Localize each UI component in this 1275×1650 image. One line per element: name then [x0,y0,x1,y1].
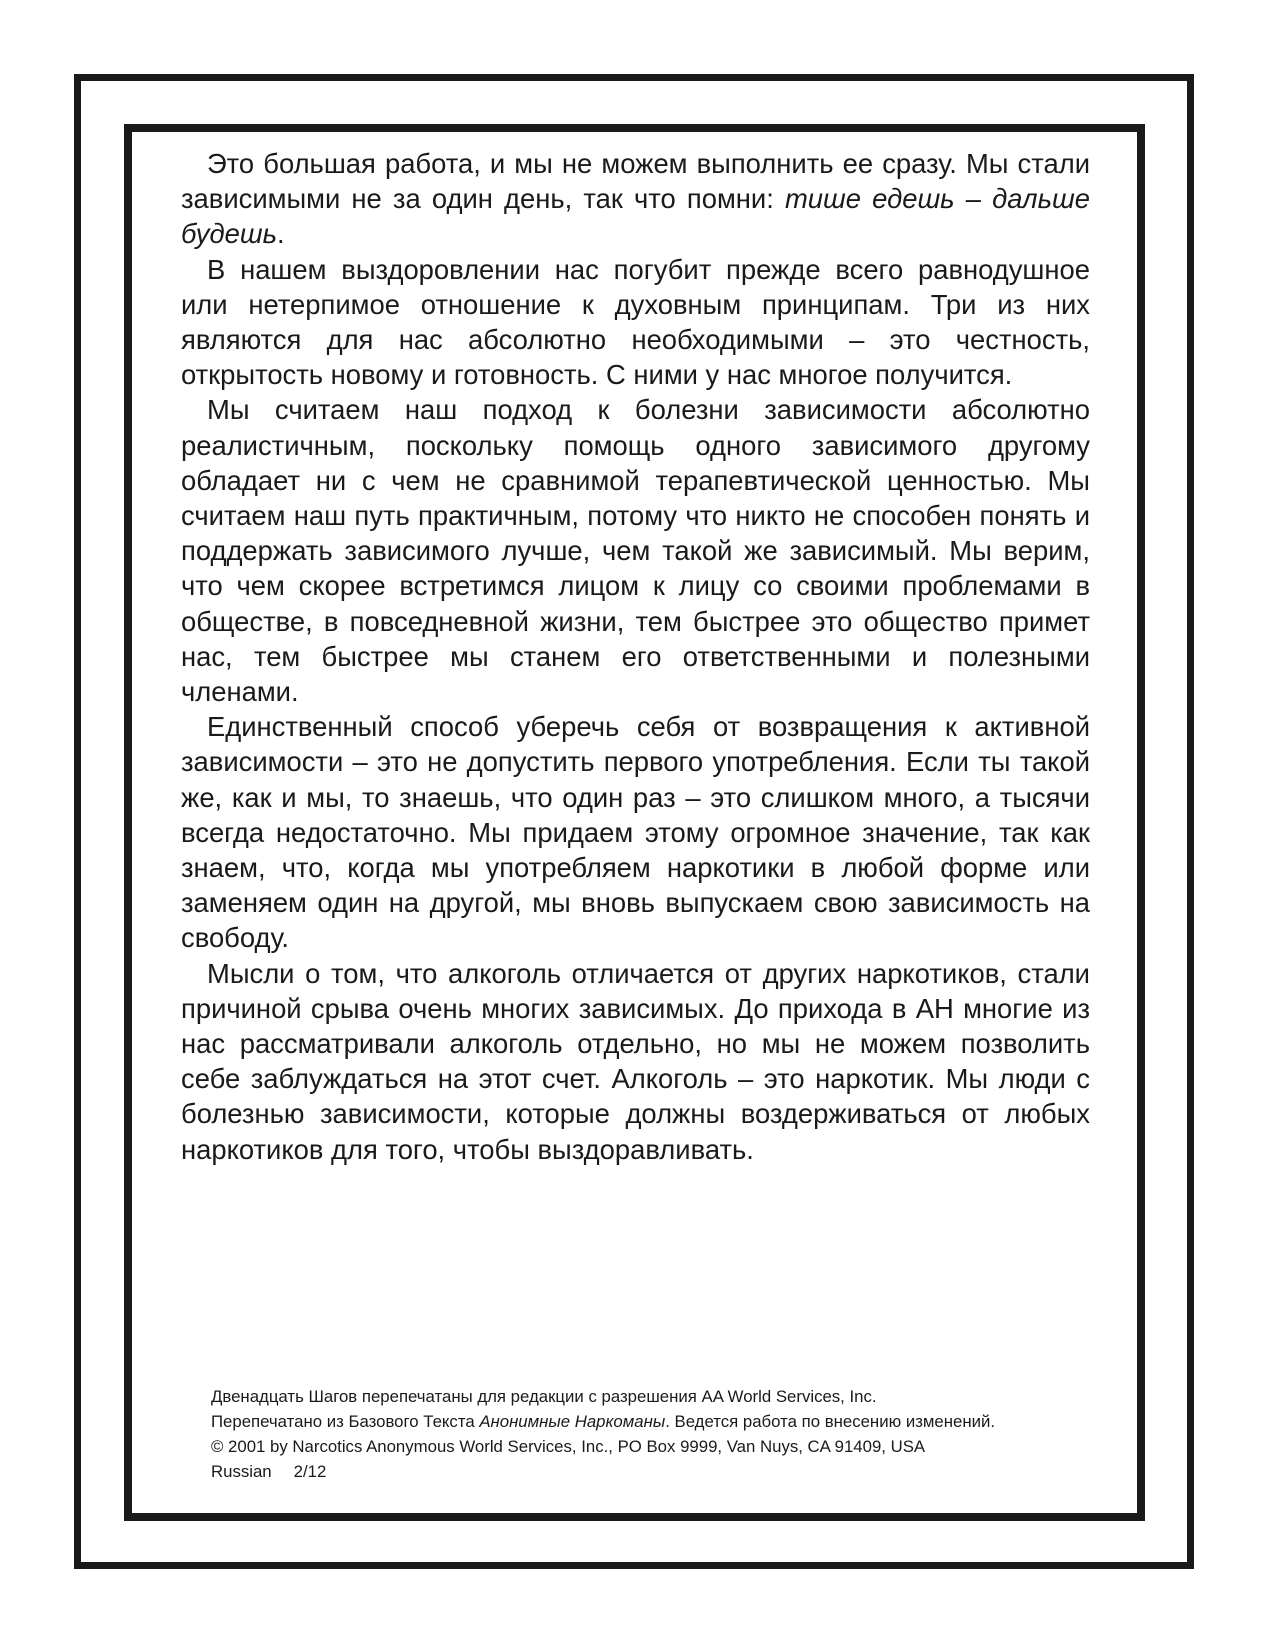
book-title: Анонимные Наркоманы [479,1412,666,1431]
paragraph-2: В нашем выздоровлении нас погубит прежде всего равнодушное или нетерпимое отношение к духовным принципам. Три из них являются для нас абсолютно необходимыми – это честность, открытость новому и готовность. С ними у нас многое получится. [181,253,1090,391]
footer-copyright: © 2001 by Narcotics Anonymous World Services, Inc., PO Box 9999, Van Nuys, CA 91409, USA [211,1437,926,1456]
footer-permission: Двенадцать Шагов перепечатаны для редакции с разрешения AA World Services, Inc. [211,1387,877,1406]
footer-edition [211,1459,1091,1484]
edition-code: 2/12 [293,1462,327,1481]
paragraph-5: Мысли о том, что алкоголь отличается от других наркотиков, стали причиной срыва очень многих зависимых. До прихода в АН многие из нас рассматривали алкоголь отдельно, но мы не можем позволить себе заблуждаться на этот счет. Алкоголь – это наркотик. Мы люди с болезнью зависимости, которые должны воздерживаться от любых наркотиков для того, чтобы выздоравливать. [181,957,1090,1165]
italic-saying: тише едешь – дальше будешь [181,183,1090,250]
paragraph-3: Мы считаем наш подход к болезни зависимости абсолютно реалистичным, поскольку помощь одного зависимого другому обладает ни с чем не сравнимой терапевтической ценностью. Мы считаем наш путь практичным, потому что никто не способен понять и поддержать зависимого лучше, чем такой же зависимый. Мы верим, что чем скорее встретимся лицом к лицу со своими проблемами в обществе, в повседневной жизни, тем быстрее это общество примет нас, тем быстрее мы станем его ответственными и полезными членами. [181,394,1090,708]
footer-notes [211,1384,1091,1484]
footer-reprint: Перепечатано из Базового Текста Анонимные Наркоманы. Ведется работа по внесению изменений. [211,1412,996,1431]
language-label: Russian [211,1462,272,1481]
paragraph-1: Это большая работа, и мы не можем выполнить ее сразу. Мы стали зависимыми не за один день, так что помни: тише едешь – дальше будешь. [181,148,1090,250]
paragraph-4: Единственный способ уберечь себя от возвращения к активной зависимости – это не допустить первого употребления. Если ты такой же, как и мы, то знаешь, что один раз – это слишком много, а тысячи всегда недостаточно. Мы придаем этому огромное значение, так как знаем, что, когда мы употребляем наркотики в любой форме или заменяем один на другой, мы вновь выпускаем свою зависимость на свободу. [181,711,1090,954]
main-text [181,146,1090,1167]
